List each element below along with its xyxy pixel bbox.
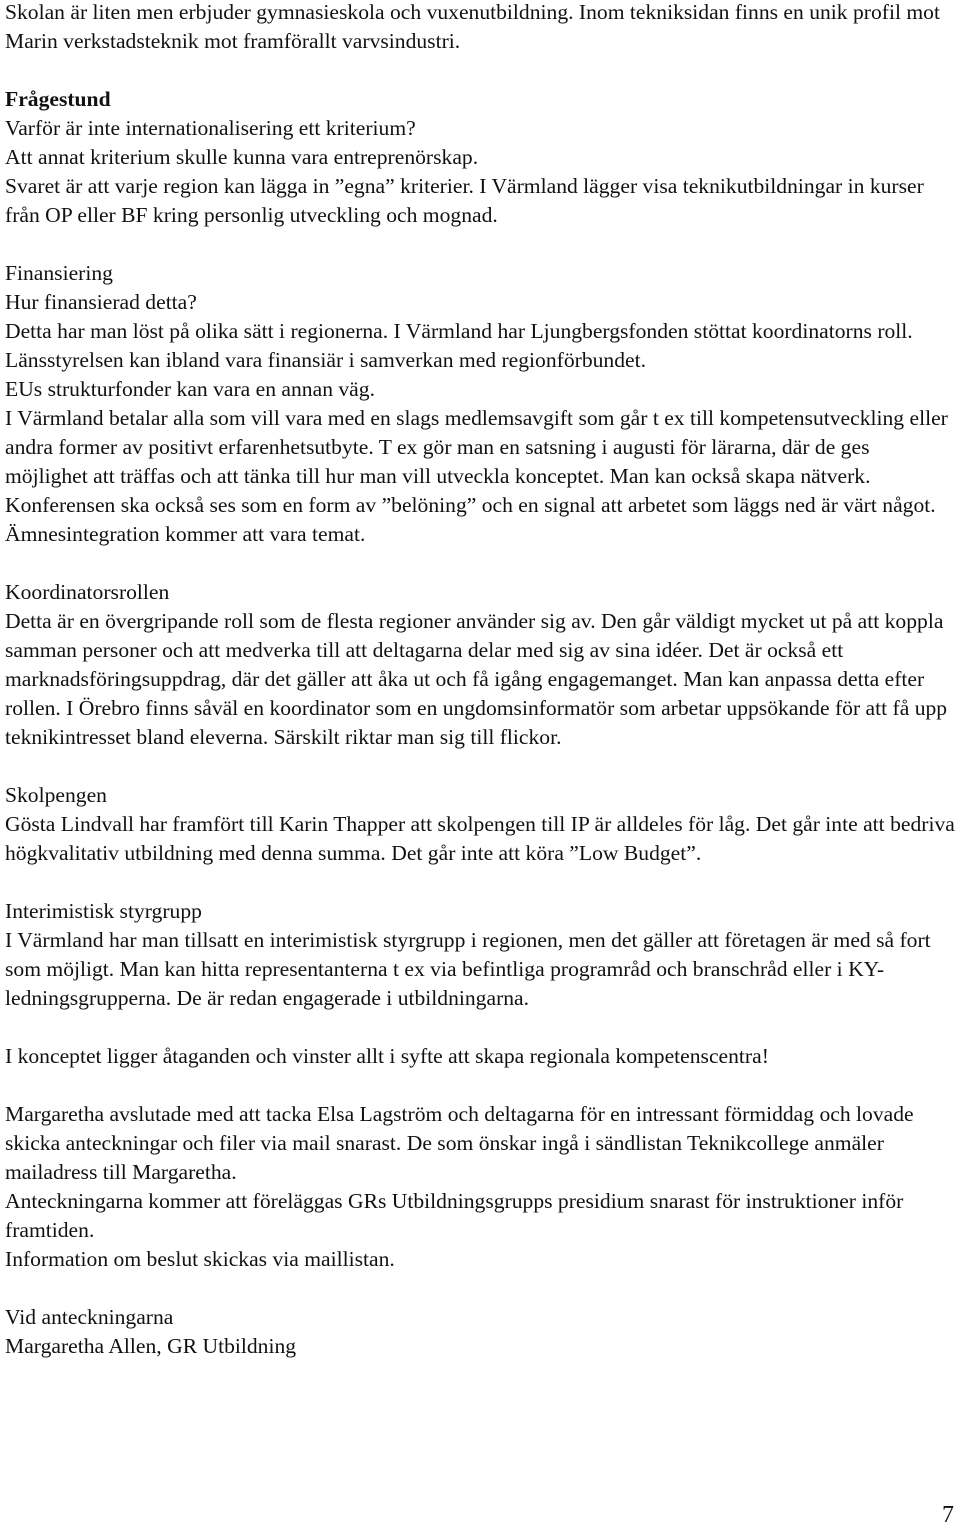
styrgrupp-section [5, 897, 955, 1013]
koordinatorsrollen-paragraph: Detta är en övergripande roll som de flesta regioner använder sig av. Den går väldigt mycket ut på att koppla samman personer och att medverka till att deltagarna delar med sig av sina idéer. Det är också ett marknadsföringsuppdrag, där det gäller att åka ut och få igång engagemanget. Man kan anpassa detta efter rollen. I Örebro finns såväl en koordinator som en ungdomsinformatör som arbetar uppsökande för att få upp teknikintresset bland eleverna. Särskilt riktar man sig till flickor. [5, 609, 948, 749]
fragestund-heading: Frågestund [5, 87, 111, 111]
finansiering-line: Hur finansierad detta? [5, 290, 197, 314]
signature-section [5, 1303, 955, 1361]
styrgrupp-paragraph: I Värmland har man tillsatt en interimistisk styrgrupp i regionen, men det gäller att företagen är med så fort som möjligt. Man kan hitta representanterna t ex via befintliga programråd och branschråd eller i KY-ledningsgrupperna. De är redan engagerade i utbildningarna. [5, 928, 931, 1010]
fragestund-section [5, 85, 955, 230]
signature-label: Vid anteckningarna [5, 1305, 174, 1329]
finansiering-section [5, 259, 955, 549]
koordinatorsrollen-heading: Koordinatorsrollen [5, 580, 170, 604]
intro-paragraph: Skolan är liten men erbjuder gymnasieskola och vuxenutbildning. Inom tekniksidan finns en unik profil mot Marin verkstadsteknik mot framförallt varvsindustri. [5, 0, 940, 53]
konceptet-paragraph: I konceptet ligger åtaganden och vinster allt i syfte att skapa regionala kompetenscentra! [5, 1044, 769, 1068]
avslutning-section [5, 1100, 955, 1274]
signature-name: Margaretha Allen, GR Utbildning [5, 1334, 297, 1358]
finansiering-line: I Värmland betalar alla som vill vara med en slags medlemsavgift som går t ex till kompetensutveckling eller andra former av positivt erfarenhetsutbyte. T ex gör man en satsning i augusti för lärarna, där de ges möjlighet att träffas och att tänka till hur man vill utveckla konceptet. Man kan också skapa nätverk. Konferensen ska också ses som en form av ”belöning” och en signal att arbetet som läggs ned är värt något. Ämnesintegration kommer att vara temat. [5, 406, 948, 546]
konceptet-section [5, 1042, 955, 1071]
avslutning-line: Anteckningarna kommer att föreläggas GRs Utbildningsgrupps presidium snarast för instruktioner inför framtiden. [5, 1189, 904, 1242]
intro-section [5, 0, 955, 56]
fragestund-line: Svaret är att varje region kan lägga in ”egna” kriterier. I Värmland lägger visa teknikutbildningar in kurser från OP eller BF kring personlig utveckling och mognad. [5, 174, 924, 227]
koordinatorsrollen-section [5, 578, 955, 752]
avslutning-line: Margaretha avslutade med att tacka Elsa Lagström och deltagarna för en intressant förmiddag och lovade skicka anteckningar och filer via mail snarast. De som önskar ingå i sändlistan Teknikcollege anmäler mailadress till Margaretha. [5, 1102, 914, 1184]
skolpengen-paragraph: Gösta Lindvall har framfört till Karin Thapper att skolpengen till IP är alldeles för låg. Det går inte att bedriva högkvalitativ utbildning med denna summa. Det går inte att köra ”Low Budget”. [5, 812, 955, 865]
fragestund-line: Varför är inte internationalisering ett kriterium? [5, 116, 416, 140]
page-number: 7 [942, 1502, 954, 1528]
skolpengen-heading: Skolpengen [5, 783, 107, 807]
fragestund-line: Att annat kriterium skulle kunna vara entreprenörskap. [5, 145, 479, 169]
finansiering-line: EUs strukturfonder kan vara en annan väg. [5, 377, 375, 401]
avslutning-line: Information om beslut skickas via maillistan. [5, 1247, 395, 1271]
styrgrupp-heading: Interimistisk styrgrupp [5, 899, 202, 923]
document-page [5, 0, 955, 1361]
finansiering-line: Detta har man löst på olika sätt i regionerna. I Värmland har Ljungbergsfonden stöttat koordinatorns roll. Länsstyrelsen kan ibland vara finansiär i samverkan med regionförbundet. [5, 319, 913, 372]
finansiering-heading: Finansiering [5, 261, 113, 285]
skolpengen-section [5, 781, 955, 868]
